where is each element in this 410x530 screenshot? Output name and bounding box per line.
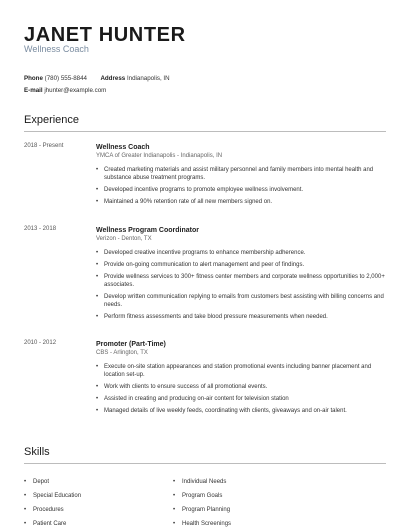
bullet-icon: • xyxy=(96,294,99,300)
list-item: • Managed details of live weekly feeds, coordinating with clients, giveaways and on-air talent. xyxy=(96,408,347,414)
bullet-icon: • xyxy=(173,479,176,485)
phone-label: Phone xyxy=(24,75,43,82)
email-value: jhunter@example.com xyxy=(44,87,107,94)
list-item: • Develop written communication replying to emails from customers best assisting with billing concerns and needs. xyxy=(96,294,384,308)
list-item: • Health Screenings xyxy=(173,521,232,527)
bullet-icon: • xyxy=(96,167,99,173)
bullet-icon: • xyxy=(96,187,99,193)
job-company: YMCA of Greater Indianapolis - Indianapolis, IN xyxy=(96,153,223,159)
list-item: • Maintained a 90% retention rate of all new members signed on. xyxy=(96,199,273,205)
list-item: • Assisted in creating and producing on-air content for television station xyxy=(96,396,289,402)
job-company: CBS - Arlington, TX xyxy=(96,350,148,356)
skills-column-left xyxy=(24,478,81,530)
job-title: Wellness Coach xyxy=(96,144,150,151)
bullet-icon: • xyxy=(24,521,27,527)
bullet-icon: • xyxy=(96,199,99,205)
address-label: Address xyxy=(100,75,126,82)
list-item: • Depot xyxy=(24,479,50,485)
list-item: • Provide wellness services to 300+ fitness center members and corporate wellness opportunities to 2,000+ associates. xyxy=(96,274,385,288)
job-bullets xyxy=(96,249,386,321)
list-item: • Special Education xyxy=(24,493,82,499)
address-value: Indianapolis, IN xyxy=(126,75,170,82)
bullet-icon: • xyxy=(24,493,27,499)
skills-divider xyxy=(24,463,386,464)
job-dates: 2010 - 2012 xyxy=(24,340,57,346)
bullet-icon: • xyxy=(96,408,99,414)
list-item: • Developed creative incentive programs to enhance membership adherence. xyxy=(96,250,306,256)
job-title: Wellness Program Coordinator xyxy=(96,227,199,234)
job-bullets xyxy=(96,166,386,206)
job-title: Promoter (Part-Time) xyxy=(96,341,166,348)
job-company: Verizon - Denton, TX xyxy=(96,236,152,242)
bullet-icon: • xyxy=(24,479,27,485)
list-item: • Procedures xyxy=(24,507,64,513)
experience-heading: Experience xyxy=(24,114,80,126)
job-bullets xyxy=(96,363,386,415)
skills-heading: Skills xyxy=(24,446,50,458)
bullet-icon: • xyxy=(173,521,176,527)
bullet-icon: • xyxy=(173,507,176,513)
bullet-icon: • xyxy=(96,314,99,320)
bullet-icon: • xyxy=(96,262,99,268)
candidate-title: Wellness Coach xyxy=(24,44,89,54)
list-item: • Perform fitness assessments and take blood pressure measurements when needed. xyxy=(96,314,328,320)
experience-divider xyxy=(24,131,386,132)
bullet-icon: • xyxy=(173,493,176,499)
bullet-icon: • xyxy=(96,274,99,280)
list-item: • Program Goals xyxy=(173,493,223,499)
job-dates: 2018 - Present xyxy=(24,143,64,149)
skills-column-right xyxy=(173,478,231,530)
list-item: • Developed incentive programs to promote employee wellness involvement. xyxy=(96,187,304,193)
candidate-name: JANET HUNTER xyxy=(24,24,186,46)
bullet-icon: • xyxy=(96,396,99,402)
list-item: • Patient Care xyxy=(24,521,67,527)
bullet-icon: • xyxy=(96,250,99,256)
bullet-icon: • xyxy=(96,364,99,370)
job-dates: 2013 - 2018 xyxy=(24,226,57,232)
contact-line-1 xyxy=(24,75,170,82)
contact-line-2 xyxy=(24,87,106,94)
list-item: • Work with clients to ensure success of all promotional events. xyxy=(96,384,268,390)
bullet-icon: • xyxy=(96,384,99,390)
list-item: • Program Planning xyxy=(173,507,231,513)
list-item: • Individual Needs xyxy=(173,479,227,485)
bullet-icon: • xyxy=(24,507,27,513)
phone-value: (780) 555-8844 xyxy=(44,75,87,82)
list-item: • Created marketing materials and assist military personnel and family members into mental health and substance abuse treatment programs. xyxy=(96,167,374,181)
list-item: • Execute on-site station appearances and station promotional events including banner placement and location set-up. xyxy=(96,364,372,378)
list-item: • Provide on-going communication to alert management and peer of findings. xyxy=(96,262,305,268)
email-label: E-mail xyxy=(24,87,43,94)
